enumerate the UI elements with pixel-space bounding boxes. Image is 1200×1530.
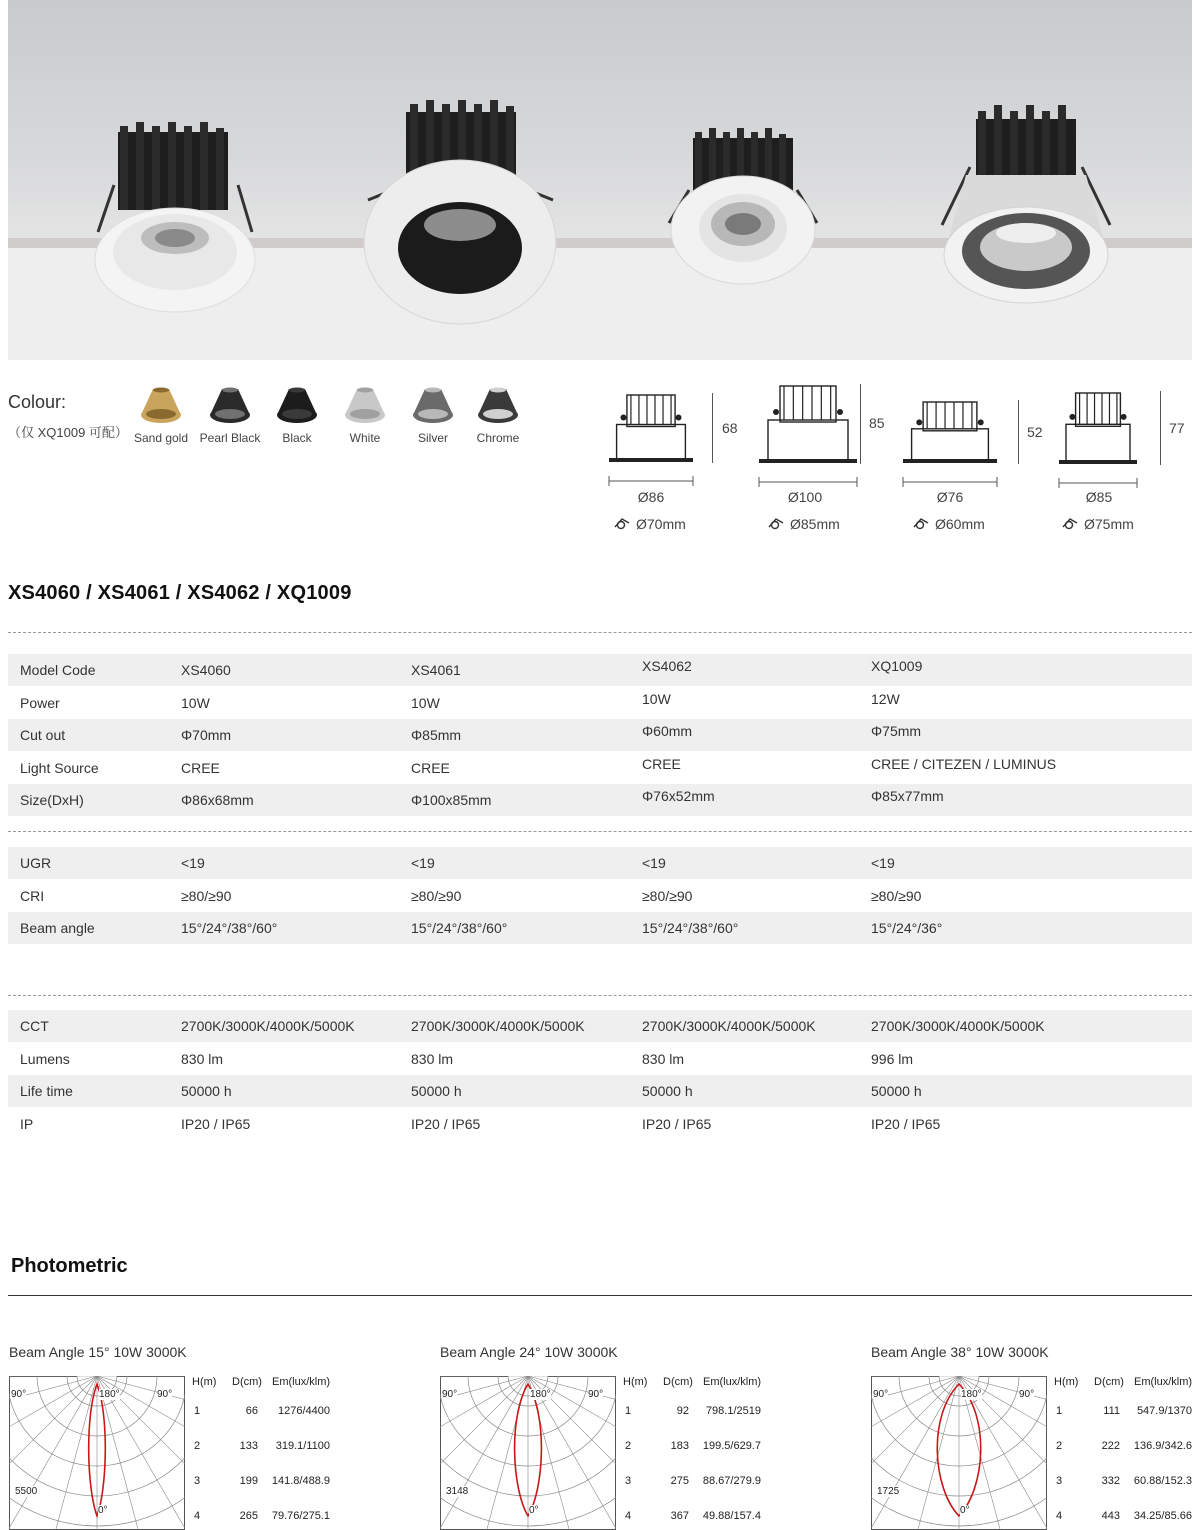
spec-row (8, 1043, 1192, 1075)
dimension-drawing (608, 393, 698, 489)
photometric-table-cell: 798.1/2519 (705, 1405, 761, 1417)
polar-label-bottom: 0° (529, 1505, 539, 1516)
photometric-table-header: D(cm) (232, 1376, 262, 1388)
photometric-table-cell: 319.1/1100 (275, 1440, 330, 1452)
polar-label-right: 90° (1019, 1389, 1035, 1400)
spec-value: 15°/24°/36° (871, 920, 943, 937)
polar-label-left: 90° (11, 1389, 27, 1400)
spec-value: 15°/24°/38°/60° (181, 920, 278, 937)
photometric-table-cell: 1 (1056, 1405, 1063, 1417)
photometric-table-cell: 88.67/279.9 (702, 1475, 761, 1487)
reflector-swatch-icon (343, 385, 387, 425)
spec-value: 2700K/3000K/4000K/5000K (871, 1018, 1045, 1034)
spec-value: Φ86x68mm (181, 792, 254, 809)
spec-value: XS4062 (642, 658, 692, 674)
polar-label-top: 180° (99, 1389, 120, 1400)
spec-label: IP (20, 1115, 34, 1132)
photometric-table-cell: 3 (1056, 1475, 1063, 1487)
diameter-label: Ø86 (637, 489, 665, 505)
photometric-table-cell: 66 (245, 1405, 258, 1417)
spec-value: 830 lm (181, 1050, 224, 1067)
spec-value: IP20 / IP65 (411, 1115, 481, 1132)
polar-scale: 5500 (15, 1486, 38, 1497)
spec-row (8, 654, 1192, 686)
spec-row (8, 1010, 1192, 1042)
cutout-icon (767, 517, 785, 531)
spec-value: 830 lm (642, 1050, 685, 1067)
spec-label: Lumens (20, 1050, 70, 1067)
photometric-table-cell: 34.25/85.66 (1133, 1510, 1192, 1522)
dimension-drawing (902, 400, 1002, 490)
reflector-swatch-icon (275, 385, 319, 425)
colour-swatch[interactable] (330, 385, 400, 445)
spec-value: 830 lm (411, 1050, 454, 1067)
spec-value: XS4060 (181, 662, 231, 678)
beam-angle-label: Beam Angle 38° 10W 3000K (871, 1344, 1049, 1360)
polar-scale: 3148 (446, 1486, 469, 1497)
reflector-swatch-icon (476, 385, 520, 425)
spec-value: <19 (411, 855, 435, 871)
spec-label: Power (20, 694, 60, 711)
colour-swatch[interactable] (463, 385, 533, 445)
photometric-table-cell: 3 (625, 1475, 632, 1487)
spec-row (8, 1075, 1192, 1107)
spec-label: Life time (20, 1083, 73, 1100)
diameter-label: Ø100 (787, 489, 823, 505)
photometric-table-cell: 49.88/157.4 (702, 1510, 761, 1522)
spec-value: 15°/24°/38°/60° (411, 920, 508, 937)
spec-label: Cut out (20, 727, 66, 744)
photometric-table-cell: 60.88/152.3 (1133, 1475, 1192, 1487)
photometric-table-cell: 547.9/1370 (1136, 1405, 1192, 1417)
height-label: 77 (1169, 420, 1185, 436)
cutout-value: Ø60mm (935, 516, 985, 532)
spec-value: 50000 h (642, 1083, 693, 1100)
photometric-table-cell: 222 (1101, 1440, 1120, 1452)
spec-label: Light Source (20, 759, 99, 776)
spec-value: Φ70mm (181, 727, 232, 744)
beam-angle-label: Beam Angle 15° 10W 3000K (9, 1344, 187, 1360)
photometric-table-cell: 4 (625, 1510, 632, 1522)
spec-value: 10W (642, 690, 671, 707)
section-divider (8, 995, 1192, 996)
polar-label-left: 90° (873, 1389, 889, 1400)
spec-row (8, 912, 1192, 944)
photometric-table-cell: 111 (1103, 1405, 1120, 1417)
swatch-label: Silver (417, 431, 448, 445)
diameter-label: Ø76 (936, 489, 964, 505)
spec-value: CREE / CITEZEN / LUMINUS (871, 755, 1057, 772)
polar-scale: 1725 (877, 1486, 900, 1497)
dimension-drawing (1058, 391, 1142, 491)
height-dimension-line (1160, 391, 1161, 465)
swatch-label: White (349, 431, 381, 445)
photometric-table-cell: 275 (670, 1475, 689, 1487)
spec-row (8, 1108, 1192, 1140)
swatch-label: Sand gold (133, 431, 189, 445)
polar-label-right: 90° (588, 1389, 604, 1400)
polar-label-top: 180° (961, 1389, 982, 1400)
cutout-label (912, 516, 985, 532)
cutout-value: Ø75mm (1084, 516, 1134, 532)
spec-row (8, 752, 1192, 784)
spec-value: IP20 / IP65 (181, 1115, 251, 1132)
beam-angle-label: Beam Angle 24° 10W 3000K (440, 1344, 618, 1360)
spec-value: IP20 / IP65 (642, 1115, 712, 1132)
swatch-label: Pearl Black (199, 431, 261, 445)
swatch-label: Chrome (476, 431, 520, 445)
spec-value: 12W (871, 690, 900, 707)
cutout-value: Ø85mm (790, 516, 840, 532)
photometric-table-cell: 141.8/488.9 (271, 1475, 330, 1487)
photometric-table-cell: 2 (625, 1440, 632, 1452)
polar-label-left: 90° (442, 1389, 458, 1400)
photometric-table-cell: 265 (239, 1510, 258, 1522)
height-label: 85 (869, 415, 885, 431)
photometric-table-cell: 332 (1101, 1475, 1120, 1487)
colour-swatch[interactable] (262, 385, 332, 445)
cutout-label (767, 516, 840, 532)
spec-value: 50000 h (871, 1083, 922, 1100)
polar-label-bottom: 0° (98, 1505, 108, 1516)
spec-value: ≥80/≥90 (411, 887, 462, 904)
photometric-table-cell: 1 (625, 1405, 632, 1417)
diameter-label: Ø85 (1085, 489, 1113, 505)
height-dimension-line (1018, 400, 1019, 464)
spec-row (8, 784, 1192, 816)
polar-label-bottom: 0° (960, 1505, 970, 1516)
downlight-xq1009-image (936, 105, 1116, 310)
photometric-divider (8, 1295, 1192, 1296)
colour-label: Colour: (8, 392, 67, 412)
spec-value: 50000 h (411, 1083, 462, 1100)
height-label: 52 (1027, 424, 1043, 440)
downlight-xs4062-image (663, 128, 823, 288)
cutout-icon (613, 517, 631, 531)
photometric-table-header: Em(lux/klm) (272, 1376, 331, 1388)
spec-value: 50000 h (181, 1083, 232, 1100)
photometric-table-cell: 92 (676, 1405, 689, 1417)
spec-value: 2700K/3000K/4000K/5000K (411, 1018, 585, 1034)
spec-value: ≥80/≥90 (642, 887, 693, 904)
spec-value: Φ100x85mm (411, 792, 492, 809)
spec-value: CREE (411, 759, 450, 776)
spec-value: Φ85mm (411, 727, 462, 744)
spec-value: XS4061 (411, 662, 461, 678)
spec-value: <19 (181, 855, 205, 871)
photometric-table-cell: 367 (670, 1510, 689, 1522)
photometric-table-cell: 183 (670, 1440, 689, 1452)
spec-label: CRI (20, 887, 45, 904)
photometric-table-cell: 2 (194, 1440, 201, 1452)
cutout-icon (1061, 517, 1079, 531)
height-dimension-line (712, 393, 713, 463)
cutout-icon (912, 517, 930, 531)
polar-label-right: 90° (157, 1389, 173, 1400)
height-dimension-line (860, 384, 861, 464)
swatch-label: Black (282, 431, 312, 445)
page-title: XS4060 / XS4061 / XS4062 / XQ1009 (8, 582, 352, 604)
cutout-label (613, 516, 686, 532)
spec-row (8, 847, 1192, 879)
spec-label: Size(DxH) (20, 792, 84, 809)
spec-value: Φ60mm (642, 723, 693, 740)
section-divider (8, 831, 1192, 832)
colour-swatch[interactable] (195, 385, 265, 445)
photometric-table-header: D(cm) (663, 1376, 693, 1388)
spec-value: 10W (181, 694, 210, 711)
photometric-table-cell: 79.76/275.1 (271, 1510, 330, 1522)
photometric-table-cell: 4 (1056, 1510, 1063, 1522)
photometric-table-header: H(m) (192, 1376, 217, 1388)
polar-label-top: 180° (530, 1389, 551, 1400)
spec-value: IP20 / IP65 (871, 1115, 941, 1132)
downlight-xs4061-image (358, 100, 563, 330)
spec-label: Model Code (20, 662, 96, 678)
photometric-table-header: Em(lux/klm) (703, 1376, 762, 1388)
cutout-value: Ø70mm (636, 516, 686, 532)
spec-value: 2700K/3000K/4000K/5000K (181, 1018, 355, 1034)
photometric-table-header: D(cm) (1094, 1376, 1124, 1388)
reflector-swatch-icon (411, 385, 455, 425)
spec-label: Beam angle (20, 920, 95, 937)
photometric-title: Photometric (11, 1255, 128, 1277)
spec-value: ≥80/≥90 (871, 887, 922, 904)
colour-note: （仅 XQ1009 可配） (8, 425, 128, 440)
photometric-table-cell: 136.9/342.6 (1133, 1440, 1192, 1452)
spec-row (8, 719, 1192, 751)
spec-value: 15°/24°/38°/60° (642, 920, 739, 937)
dimension-drawing (758, 384, 862, 490)
spec-label: CCT (20, 1018, 49, 1034)
photometric-table-header: H(m) (1054, 1376, 1079, 1388)
photometric-table-cell: 3 (194, 1475, 201, 1487)
spec-value: 996 lm (871, 1050, 914, 1067)
photometric-table-cell: 443 (1101, 1510, 1120, 1522)
spec-value: CREE (642, 755, 681, 772)
photometric-table-cell: 199 (239, 1475, 258, 1487)
spec-value: <19 (871, 855, 895, 871)
photometric-table-cell: 1276/4400 (278, 1405, 330, 1417)
spec-row (8, 880, 1192, 912)
spec-row (8, 687, 1192, 719)
spec-value: ≥80/≥90 (181, 887, 232, 904)
cutout-label (1061, 516, 1134, 532)
reflector-swatch-icon (208, 385, 252, 425)
product-hero-image (8, 0, 1192, 360)
photometric-table-cell: 199.5/629.7 (702, 1440, 761, 1452)
spec-value: CREE (181, 759, 220, 776)
spec-value: Φ75mm (871, 723, 922, 740)
photometric-table-header: Em(lux/klm) (1134, 1376, 1193, 1388)
photometric-table-cell: 133 (239, 1440, 258, 1452)
spec-value: 10W (411, 694, 440, 711)
photometric-table-cell: 1 (194, 1405, 201, 1417)
photometric-table-cell: 4 (194, 1510, 201, 1522)
photometric-table-header: H(m) (623, 1376, 648, 1388)
downlight-xs4060-image (90, 120, 260, 320)
colour-swatch[interactable] (398, 385, 468, 445)
spec-label: UGR (20, 855, 52, 871)
height-label: 68 (722, 420, 738, 436)
spec-value: Φ76x52mm (642, 788, 715, 805)
photometric-table-cell: 2 (1056, 1440, 1063, 1452)
colour-swatch[interactable] (126, 385, 196, 445)
spec-value: XQ1009 (871, 658, 923, 674)
section-divider (8, 632, 1192, 633)
spec-value: 2700K/3000K/4000K/5000K (642, 1018, 816, 1034)
spec-value: Φ85x77mm (871, 788, 944, 805)
spec-value: <19 (642, 855, 666, 871)
reflector-swatch-icon (139, 385, 183, 425)
